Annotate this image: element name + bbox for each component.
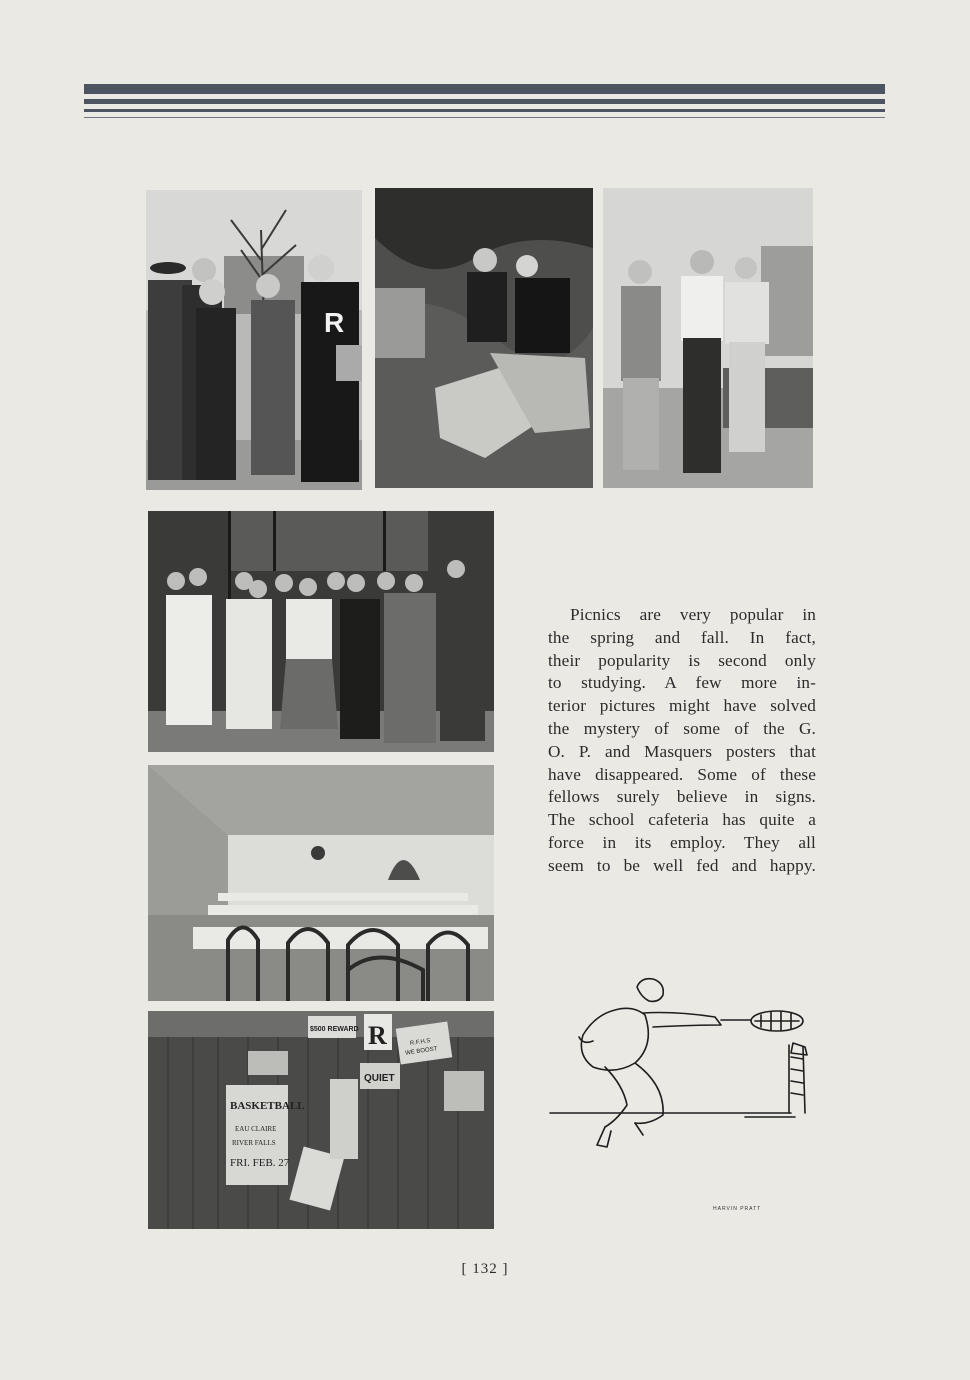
poster-basketball-title: BASKETBALL	[230, 1100, 305, 1112]
quiet-sign: QUIET	[364, 1073, 395, 1084]
header-rule-medium	[84, 99, 885, 104]
photo-three-men	[603, 188, 813, 488]
boost-sign-line-1: R.F.H.S	[409, 1038, 431, 1047]
page-caption	[548, 604, 816, 878]
sweater-letter: R	[324, 307, 345, 338]
caption-line: seem to be well fed and happy.	[548, 855, 816, 875]
caption-line: The school cafeteria has quite a	[548, 810, 816, 830]
photo-students-outdoors	[146, 190, 362, 490]
caption-line: Picnics are very popular in	[570, 605, 816, 624]
boost-sign-line-2: WE BOOST	[404, 1046, 438, 1057]
header-rule-hairline	[84, 117, 885, 118]
page-number: [ 132 ]	[461, 1261, 509, 1277]
cartoon-signature: HARVIN PRATT	[713, 1206, 762, 1212]
caption-line: the spring and fall. In fact,	[548, 627, 816, 647]
tennis-player-cartoon	[545, 975, 815, 1155]
photo-cafeteria-staff	[148, 511, 494, 752]
caption-line: force in its employ. They all	[548, 832, 816, 852]
caption-line: to studying. A few more in-	[548, 673, 816, 693]
caption-line: have disappeared. Some of these	[548, 764, 816, 784]
caption-line: the mystery of some of the G.	[548, 718, 816, 738]
big-letter-sign: R	[368, 1021, 387, 1050]
caption-line: fellows surely believe in signs.	[548, 787, 816, 807]
poster-date: FRI. FEB. 27	[230, 1157, 290, 1169]
caption-line: O. P. and Masquers posters that	[548, 741, 816, 761]
caption-line: their popularity is second only	[548, 650, 816, 670]
poster-line-1: EAU CLAIRE	[235, 1125, 277, 1133]
photo-picnic-rocks	[375, 188, 593, 488]
photo-cafeteria-room	[148, 765, 494, 1001]
header-rule-thick	[84, 84, 885, 94]
reward-sign: $500 REWARD	[310, 1026, 359, 1033]
caption-line: terior pictures might have solved	[548, 696, 816, 716]
header-rule-thin	[84, 109, 885, 112]
photo-bulletin-board	[148, 1011, 494, 1229]
poster-line-2: RIVER FALLS	[232, 1139, 276, 1147]
